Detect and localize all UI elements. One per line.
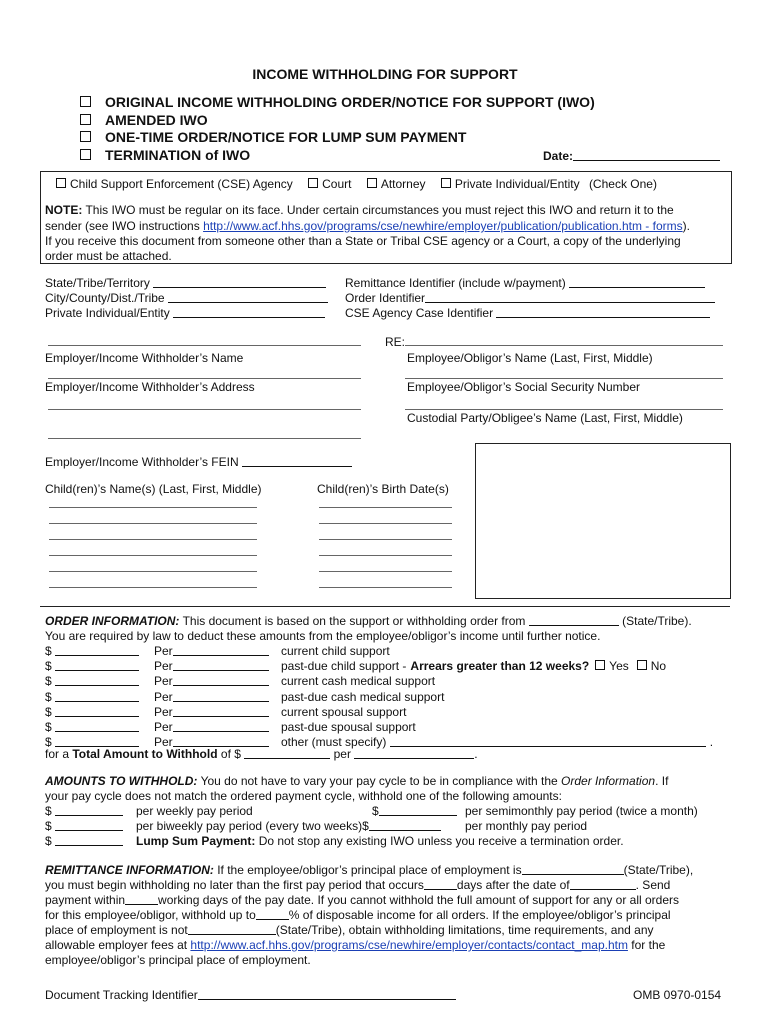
- private-entity-field[interactable]: [45, 306, 325, 320]
- per-field[interactable]: [154, 659, 269, 673]
- note-text-1: This IWO must be regular on its face. Under certain circumstances you must reject this IWO and return it to the: [85, 203, 674, 217]
- remittance-line-1: [45, 863, 693, 877]
- order-row: [45, 704, 407, 719]
- per-label: Per: [154, 674, 173, 689]
- omb-number: OMB 0970-0154: [633, 988, 722, 1002]
- note-line-3: If you receive this document from someone other than a State or Tribal CSE agency or a Court, a copy of the underlying: [45, 234, 681, 248]
- employer-fein-field[interactable]: [45, 455, 352, 469]
- principal-state-field[interactable]: [522, 863, 624, 875]
- note-line-2: [45, 219, 690, 233]
- biweekly-amount-field[interactable]: [369, 819, 441, 831]
- child-birthdate-line[interactable]: [319, 555, 452, 556]
- order-info-text-1b: (State/Tribe).: [622, 614, 692, 628]
- dollar-sign: $: [45, 804, 52, 818]
- employer-name-label: Employer/Income Withholder’s Name: [45, 351, 244, 365]
- sender-cse-label: Child Support Enforcement (CSE) Agency: [70, 177, 293, 191]
- biweekly-field[interactable]: [45, 819, 123, 833]
- option-label: ONE-TIME ORDER/NOTICE FOR LUMP SUM PAYMENT: [105, 129, 467, 145]
- total-period-field[interactable]: [354, 747, 474, 759]
- remittance-line-4: [45, 908, 671, 922]
- dollar-sign: $: [45, 674, 52, 689]
- remittance-text-2b: days after the date of: [456, 878, 570, 892]
- amounts-line-2: your pay cycle does not match the ordered payment cycle, withhold one of the following amounts:: [45, 789, 562, 803]
- custodial-name-line[interactable]: [405, 409, 723, 410]
- support-type-text: past-due cash medical support: [281, 689, 445, 704]
- option-label: AMENDED IWO: [105, 112, 208, 128]
- employer-address-line-3[interactable]: [48, 438, 361, 439]
- per-label: Per: [154, 704, 173, 719]
- dollar-sign: $: [45, 735, 52, 750]
- re-label: RE:: [385, 335, 406, 349]
- dollar-sign: $: [45, 704, 52, 719]
- child-birthdate-line[interactable]: [319, 507, 452, 508]
- iwo-instructions-link[interactable]: http://www.acf.hhs.gov/programs/cse/newhire/employer/publication/publication.htm - forms: [203, 219, 683, 233]
- support-type-label: [281, 705, 406, 719]
- employee-name-line[interactable]: [405, 345, 723, 346]
- amount-field[interactable]: [55, 659, 139, 671]
- percent-field[interactable]: [256, 908, 289, 920]
- amount-field[interactable]: [55, 735, 139, 747]
- per-field[interactable]: [154, 644, 269, 658]
- sender-private-label: Private Individual/Entity: [454, 177, 580, 191]
- support-type-text: current child support: [281, 644, 390, 658]
- support-type-text: past-due spousal support: [281, 720, 416, 734]
- total-amount-field[interactable]: [244, 747, 330, 759]
- remittance-text-6b: for the: [631, 938, 666, 952]
- amount-field[interactable]: [55, 720, 139, 732]
- remittance-id-field[interactable]: [345, 276, 705, 290]
- checkbox-icon[interactable]: [80, 131, 91, 142]
- no-label: No: [650, 659, 667, 674]
- dollar-sign: $: [45, 689, 52, 704]
- checkbox-icon[interactable]: [56, 178, 66, 188]
- option-termination[interactable]: [80, 147, 250, 163]
- per-label: Per: [154, 689, 173, 704]
- employee-ssn-label: Employee/Obligor’s Social Security Number: [407, 380, 640, 394]
- tracking-id-field[interactable]: [45, 988, 456, 1002]
- remittance-line-2: [45, 878, 670, 892]
- amount-field[interactable]: [55, 674, 139, 686]
- option-label: TERMINATION of IWO: [105, 147, 251, 163]
- remittance-text-2a: you must begin withholding no later than the first pay period that occurs: [45, 878, 424, 892]
- date-label: Date:: [543, 149, 574, 163]
- children-names-label: Child(ren)’s Name(s) (Last, First, Middle): [45, 482, 262, 496]
- support-type-label: [281, 644, 390, 658]
- amounts-heading: AMOUNTS TO WITHHOLD:: [45, 774, 198, 788]
- employer-address-line-2[interactable]: [48, 409, 361, 410]
- child-name-line[interactable]: [49, 523, 257, 524]
- remittance-line-5: [45, 923, 654, 937]
- section-divider: [40, 606, 730, 607]
- sender-options: [56, 177, 657, 191]
- per-label: Per: [154, 720, 173, 734]
- per-label: Per: [154, 659, 173, 674]
- sender-court[interactable]: [308, 177, 351, 191]
- total-per: per: [333, 747, 351, 761]
- other-state-field[interactable]: [188, 923, 276, 935]
- days-field[interactable]: [424, 878, 457, 890]
- support-type-label: [281, 690, 444, 704]
- checkbox-icon[interactable]: [80, 149, 91, 160]
- employee-name-label: Employee/Obligor’s Name (Last, First, Middle): [407, 351, 653, 365]
- checkbox-icon[interactable]: [308, 178, 318, 188]
- yes-label: Yes: [609, 659, 629, 674]
- city-county-field[interactable]: [45, 291, 328, 305]
- child-name-line[interactable]: [49, 507, 257, 508]
- weekly-label: per weekly pay period: [136, 804, 253, 818]
- per-label: Per: [154, 644, 173, 658]
- remittance-text-4a: for this employee/obligor, withhold up to: [45, 908, 256, 922]
- checkbox-icon[interactable]: [637, 660, 647, 670]
- dollar-sign: $: [45, 834, 52, 848]
- working-days-field[interactable]: [125, 893, 158, 905]
- sender-private[interactable]: [441, 177, 580, 191]
- sender-court-label: Court: [322, 177, 352, 191]
- checkbox-icon[interactable]: [367, 178, 377, 188]
- children-dates-label: Child(ren)’s Birth Date(s): [317, 482, 449, 496]
- order-info-text-1a: This document is based on the support or withholding order from: [182, 614, 526, 628]
- city-county-label: City/County/Dist./Tribe: [45, 291, 165, 305]
- order-row: [45, 674, 436, 689]
- note-label: NOTE:: [45, 203, 83, 217]
- remittance-text-6a: allowable employer fees at: [45, 938, 188, 952]
- option-amended-iwo[interactable]: [80, 112, 208, 128]
- cse-case-id-field[interactable]: [345, 306, 710, 320]
- option-original-iwo[interactable]: [80, 94, 595, 110]
- remittance-text-3a: payment within: [45, 893, 126, 907]
- order-row: [45, 659, 667, 674]
- order-id-field[interactable]: [345, 291, 715, 305]
- child-birthdate-line[interactable]: [319, 571, 452, 572]
- support-type-text: other (must specify): [281, 735, 387, 750]
- remittance-text-4b: % of disposable income for all orders. If the employee/obligor’s principal: [288, 908, 671, 922]
- employee-ssn-line[interactable]: [405, 378, 723, 379]
- amounts-text-1b: Order Information: [561, 774, 656, 788]
- sender-attorney[interactable]: [367, 177, 426, 191]
- checkbox-icon[interactable]: [80, 96, 91, 107]
- employer-address-line-1[interactable]: [48, 378, 361, 379]
- form-title: INCOME WITHHOLDING FOR SUPPORT: [252, 66, 518, 82]
- dollar-sign: $: [45, 720, 52, 734]
- order-info-heading: ORDER INFORMATION:: [45, 614, 180, 628]
- check-one-label: (Check One): [588, 177, 657, 191]
- checkbox-icon[interactable]: [595, 660, 605, 670]
- amount-field[interactable]: [55, 690, 139, 702]
- semimonthly-field[interactable]: [372, 804, 457, 818]
- child-birthdate-line[interactable]: [319, 587, 452, 588]
- amounts-text-1a: You do not have to vary your pay cycle to be in compliance with the: [200, 774, 558, 788]
- total-pre: for a: [45, 747, 70, 761]
- date-field[interactable]: [543, 149, 720, 163]
- option-lump-sum[interactable]: [80, 129, 466, 145]
- remittance-heading: REMITTANCE INFORMATION:: [45, 863, 214, 877]
- per-label: Per: [154, 735, 173, 750]
- semimonthly-label: per semimonthly pay period (twice a month): [465, 804, 698, 818]
- support-type-text: past-due child support -: [281, 659, 407, 674]
- sender-cse[interactable]: [56, 177, 293, 191]
- checkbox-icon[interactable]: [441, 178, 451, 188]
- private-entity-label: Private Individual/Entity: [45, 306, 170, 320]
- remittance-text-3b: working days of the pay date. If you cannot withhold the full amount of support for any or all orders: [158, 893, 680, 907]
- per-field[interactable]: [154, 705, 269, 719]
- order-id-label: Order Identifier: [345, 291, 426, 305]
- note-text-2a: sender (see IWO instructions: [45, 219, 204, 233]
- employer-fein-label: Employer/Income Withholder’s FEIN: [45, 455, 239, 469]
- child-name-line[interactable]: [49, 555, 257, 556]
- child-name-line[interactable]: [49, 587, 257, 588]
- lump-sum-label: [136, 834, 624, 848]
- dollar-sign: $: [45, 644, 52, 658]
- child-name-line[interactable]: [49, 571, 257, 572]
- order-info-line-1: [45, 614, 692, 628]
- amount-field[interactable]: [55, 644, 139, 656]
- dollar-sign: $: [372, 804, 379, 818]
- total-amount-line: for a Total Amount to Withhold of $ per .: [45, 747, 478, 761]
- remittance-id-label: Remittance Identifier (include w/payment): [345, 276, 566, 290]
- state-tribe-label: State/Tribe/Territory: [45, 276, 150, 290]
- order-date-field[interactable]: [570, 878, 636, 890]
- sender-attorney-label: Attorney: [380, 177, 426, 191]
- dollar-sign: $: [45, 819, 52, 833]
- order-row: [45, 689, 445, 704]
- tracking-id-label: Document Tracking Identifier: [45, 988, 198, 1002]
- order-info-line-2: You are required by law to deduct these amounts from the employee/obligor’s income until further notice.: [45, 629, 601, 643]
- checkbox-icon[interactable]: [80, 114, 91, 125]
- cse-case-id-label: CSE Agency Case Identifier: [345, 306, 494, 320]
- child-birthdate-line[interactable]: [319, 523, 452, 524]
- biweekly-text: per biweekly pay period (every two weeks)$: [136, 819, 369, 833]
- state-tribe-field[interactable]: [45, 276, 326, 290]
- order-row: [45, 720, 416, 734]
- total-label: Total Amount to Withhold: [72, 747, 218, 761]
- lump-sum-bold: Lump Sum Payment:: [136, 834, 256, 848]
- note-line-1: [45, 203, 674, 217]
- support-type-text: current cash medical support: [281, 674, 436, 689]
- option-label: ORIGINAL INCOME WITHHOLDING ORDER/NOTICE FOR SUPPORT (IWO): [105, 94, 595, 110]
- support-type-label: other (must specify) .: [281, 735, 714, 750]
- address-box: [475, 443, 731, 599]
- amounts-text-1c: . If: [655, 774, 669, 788]
- arrears-question: Arrears greater than 12 weeks?: [410, 659, 590, 674]
- note-line-4: order must be attached.: [45, 249, 172, 263]
- biweekly-label: [136, 819, 441, 833]
- child-name-line[interactable]: [49, 539, 257, 540]
- arrears-no-option[interactable]: [637, 659, 666, 673]
- child-birthdate-line[interactable]: [319, 539, 452, 540]
- remittance-line-7: employee/obligor’s principal place of employment.: [45, 953, 311, 967]
- support-type-text: current spousal support: [281, 704, 407, 719]
- remittance-line-3: [45, 893, 679, 907]
- remittance-text-2c: . Send: [635, 878, 671, 892]
- custodial-name-label: Custodial Party/Obligee’s Name (Last, First, Middle): [407, 411, 683, 425]
- arrears-yes-option[interactable]: [595, 659, 629, 673]
- lump-sum-text: Do not stop any existing IWO unless you receive a termination order.: [258, 834, 624, 848]
- dollar-sign: $: [45, 659, 52, 674]
- order-row: [45, 644, 390, 658]
- lump-sum-field[interactable]: [45, 834, 123, 848]
- per-field[interactable]: [154, 720, 269, 734]
- contact-map-link[interactable]: http://www.acf.hhs.gov/programs/cse/newhire/employer/contacts/contact_map.htm: [190, 938, 628, 952]
- other-specify-field[interactable]: [390, 735, 706, 747]
- employer-name-line[interactable]: [48, 345, 361, 346]
- remittance-text-5b: (State/Tribe), obtain withholding limitations, time requirements, and any: [275, 923, 654, 937]
- support-type-label: [281, 659, 666, 673]
- employer-address-label: Employer/Income Withholder’s Address: [45, 380, 255, 394]
- remittance-text-1b: (State/Tribe),: [623, 863, 694, 877]
- per-field[interactable]: [154, 690, 269, 704]
- order-state-field[interactable]: [529, 614, 619, 626]
- note-text-2b: ).: [682, 219, 690, 233]
- remittance-text-5a: place of employment is not: [45, 923, 188, 937]
- support-type-label: [281, 674, 435, 688]
- remittance-line-6: [45, 938, 665, 952]
- per-field[interactable]: [154, 674, 269, 688]
- remittance-text-1a: If the employee/obligor’s principal place of employment is: [217, 863, 522, 877]
- amount-field[interactable]: [55, 705, 139, 717]
- total-of: of $: [220, 747, 241, 761]
- amounts-line-1: [45, 774, 668, 788]
- monthly-label: per monthly pay period: [465, 819, 588, 833]
- support-type-label: [281, 720, 416, 734]
- weekly-field[interactable]: [45, 804, 123, 818]
